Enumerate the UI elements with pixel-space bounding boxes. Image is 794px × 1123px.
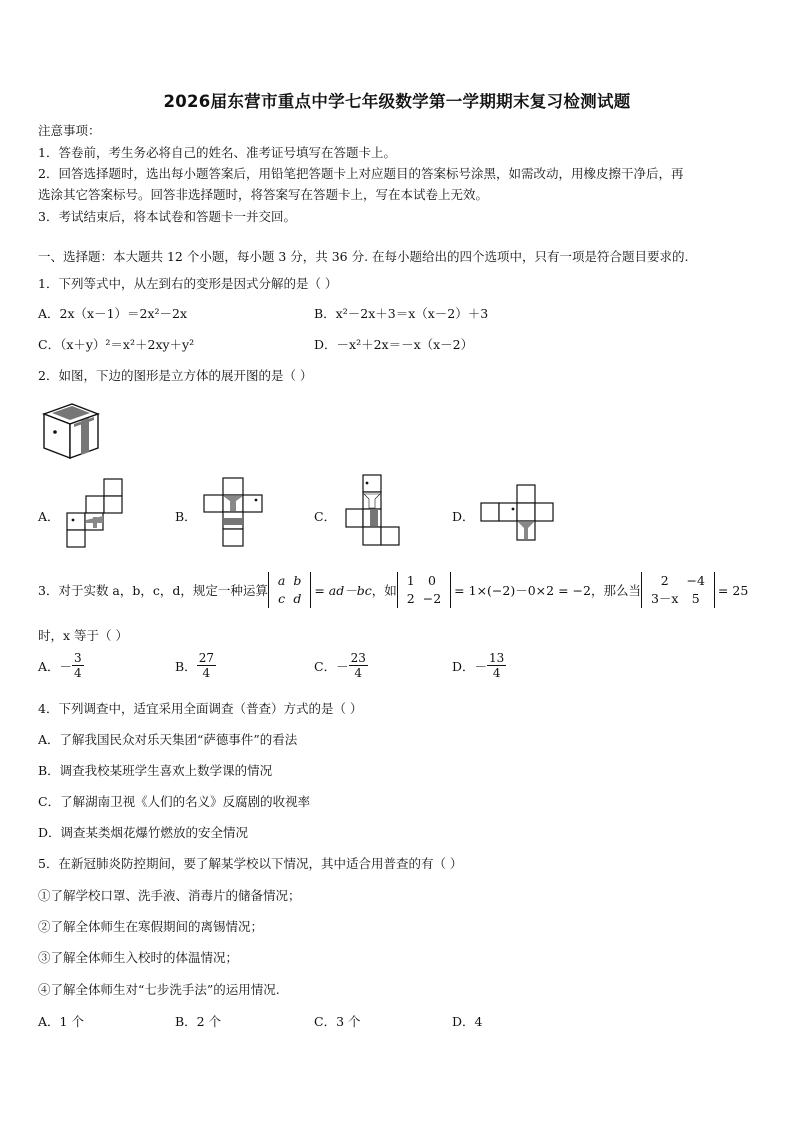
q3-option-d-sign: － [474, 658, 488, 674]
q3-option-a-fraction [72, 651, 84, 680]
denominator: 4 [202, 666, 211, 680]
q3-option-d-fraction [487, 651, 506, 680]
notice-item-1: 1．答卷前，考生务必将自己的姓名、准考证号填写在答题卡上。 [38, 145, 396, 160]
q3-example-rhs: = 1×(−2)－0×2 = −2 [454, 583, 591, 598]
section-heading: 一、选择题：本大题共 12 个小题，每小题 3 分，共 36 分. 在每小题给出的四个选项中，只有一项是符合题目要求的. [38, 249, 689, 264]
q1-stem: 1．下列等式中，从左到右的变形是因式分解的是（ ） [38, 276, 338, 291]
q3-cond-b: −4 [686, 573, 705, 588]
cube-figure [40, 402, 102, 462]
q3-stem-line [38, 570, 748, 610]
q3-option-a-label: A． [38, 658, 60, 674]
q3-option-d-label: D． [452, 658, 475, 674]
q5-option-a: A．1 个 [38, 1014, 84, 1029]
q3-cond-c: 3－x [650, 591, 679, 606]
q3-option-c-sign: － [336, 658, 349, 674]
q5-item-1: ①了解学校口罩、洗手液、消毒片的储备情况； [38, 888, 301, 903]
q3-option-b [175, 651, 216, 680]
q3-tail: 时，x 等于（ ） [38, 628, 128, 643]
q3-condition-rhs: = 25 [717, 582, 749, 598]
q4-option-d: D．调查某类烟花爆竹燃放的安全情况 [38, 825, 249, 840]
q5-option-b: B．2 个 [175, 1014, 222, 1029]
q5-option-c: C．3 个 [314, 1014, 361, 1029]
q1-option-a: A．2x（x－1）＝2x²－2x [38, 306, 188, 321]
q3-condition-determinant [641, 572, 715, 608]
notice-item-2: 2．回答选择题时，选出每小题答案后，用铅笔把答题卡上对应题目的答案标号涂黑，如需改动，用橡皮擦干净后，再 [38, 166, 684, 181]
q5-item-2: ②了解全体师生在寒假期间的离锡情况； [38, 919, 264, 934]
q3-option-a [38, 651, 84, 680]
net-d-figure [480, 484, 560, 546]
net-b-figure [203, 477, 265, 549]
q3-def-rhs: = ad－bc [314, 583, 372, 598]
notice-item-2-cont: 选涂其它答案标号。回答非选择题时，将答案写在答题卡上，写在本试卷上无效。 [38, 187, 489, 202]
q1-option-c: C．（x＋y）²＝x²＋2xy＋y² [38, 337, 195, 352]
q3-lead: 3．对于实数 a，b，c，d，规定一种运算 [38, 583, 268, 598]
q3-def-d: d [293, 591, 302, 606]
q4-stem: 4．下列调查中，适宜采用全面调查（普查）方式的是（ ） [38, 701, 363, 716]
q3-def-determinant [268, 572, 311, 608]
q2-stem: 2．如图，下边的图形是立方体的展开图的是（ ） [38, 368, 313, 383]
q3-def-c: c [278, 591, 286, 606]
q5-option-d: D．4 [452, 1014, 483, 1029]
numerator: 27 [198, 651, 214, 665]
net-c-figure [345, 474, 401, 550]
q3-option-b-label: B． [175, 658, 197, 674]
q3-ex-a: 1 [406, 573, 415, 588]
q4-option-a: A．了解我国民众对乐天集团“萨德事件”的看法 [38, 732, 298, 747]
q3-ex-c: 2 [406, 591, 415, 606]
q3-option-c [314, 651, 368, 680]
denominator: 4 [74, 666, 82, 680]
q3-mid: ，如 [371, 583, 397, 598]
q2-option-c-label: C． [314, 509, 337, 524]
net-a-figure [66, 478, 124, 550]
q3-option-d [452, 651, 506, 680]
q3-option-c-label: C． [314, 658, 337, 674]
q3-example-determinant [397, 572, 451, 608]
numerator: 23 [350, 651, 366, 665]
notice-heading: 注意事项： [38, 123, 101, 138]
q3-cond-d: 5 [691, 591, 700, 606]
q2-option-b-label: B． [175, 509, 197, 524]
q3-def-a: a [277, 573, 286, 588]
denominator: 4 [354, 666, 363, 680]
numerator: 3 [74, 651, 82, 665]
q3-cond-a: 2 [660, 573, 669, 588]
q3-then: ，那么当 [590, 583, 641, 598]
q3-ex-d: −2 [422, 591, 442, 606]
page-title: 2026届东营市重点中学七年级数学第一学期期末复习检测试题 [163, 92, 631, 111]
q5-item-3: ③了解全体师生入校时的体温情况； [38, 950, 239, 965]
notice-item-3: 3．考试结束后，将本试卷和答题卡一并交回。 [38, 209, 296, 224]
q4-option-c: C．了解湖南卫视《人们的名义》反腐剧的收视率 [38, 794, 311, 809]
denominator: 4 [492, 666, 501, 680]
q2-option-d-label: D． [452, 509, 475, 524]
q3-option-c-fraction [349, 651, 368, 680]
q2-option-a-label: A． [38, 509, 60, 524]
q1-option-b: B．x²－2x＋3＝x（x－2）＋3 [314, 306, 489, 321]
numerator: 13 [489, 651, 505, 665]
q5-stem: 5．在新冠肺炎防控期间，要了解某学校以下情况，其中适合用普查的有（ ） [38, 856, 463, 871]
q3-ex-b: 0 [427, 573, 436, 588]
q3-option-a-sign: － [59, 658, 73, 674]
q3-option-b-fraction [197, 651, 216, 680]
q5-item-4: ④了解全体师生对“七步洗手法”的运用情况. [38, 982, 280, 997]
q4-option-b: B．调查我校某班学生喜欢上数学课的情况 [38, 763, 273, 778]
q1-option-d: D．－x²＋2x＝－x（x－2） [314, 337, 474, 352]
q3-def-b: b [293, 573, 302, 588]
